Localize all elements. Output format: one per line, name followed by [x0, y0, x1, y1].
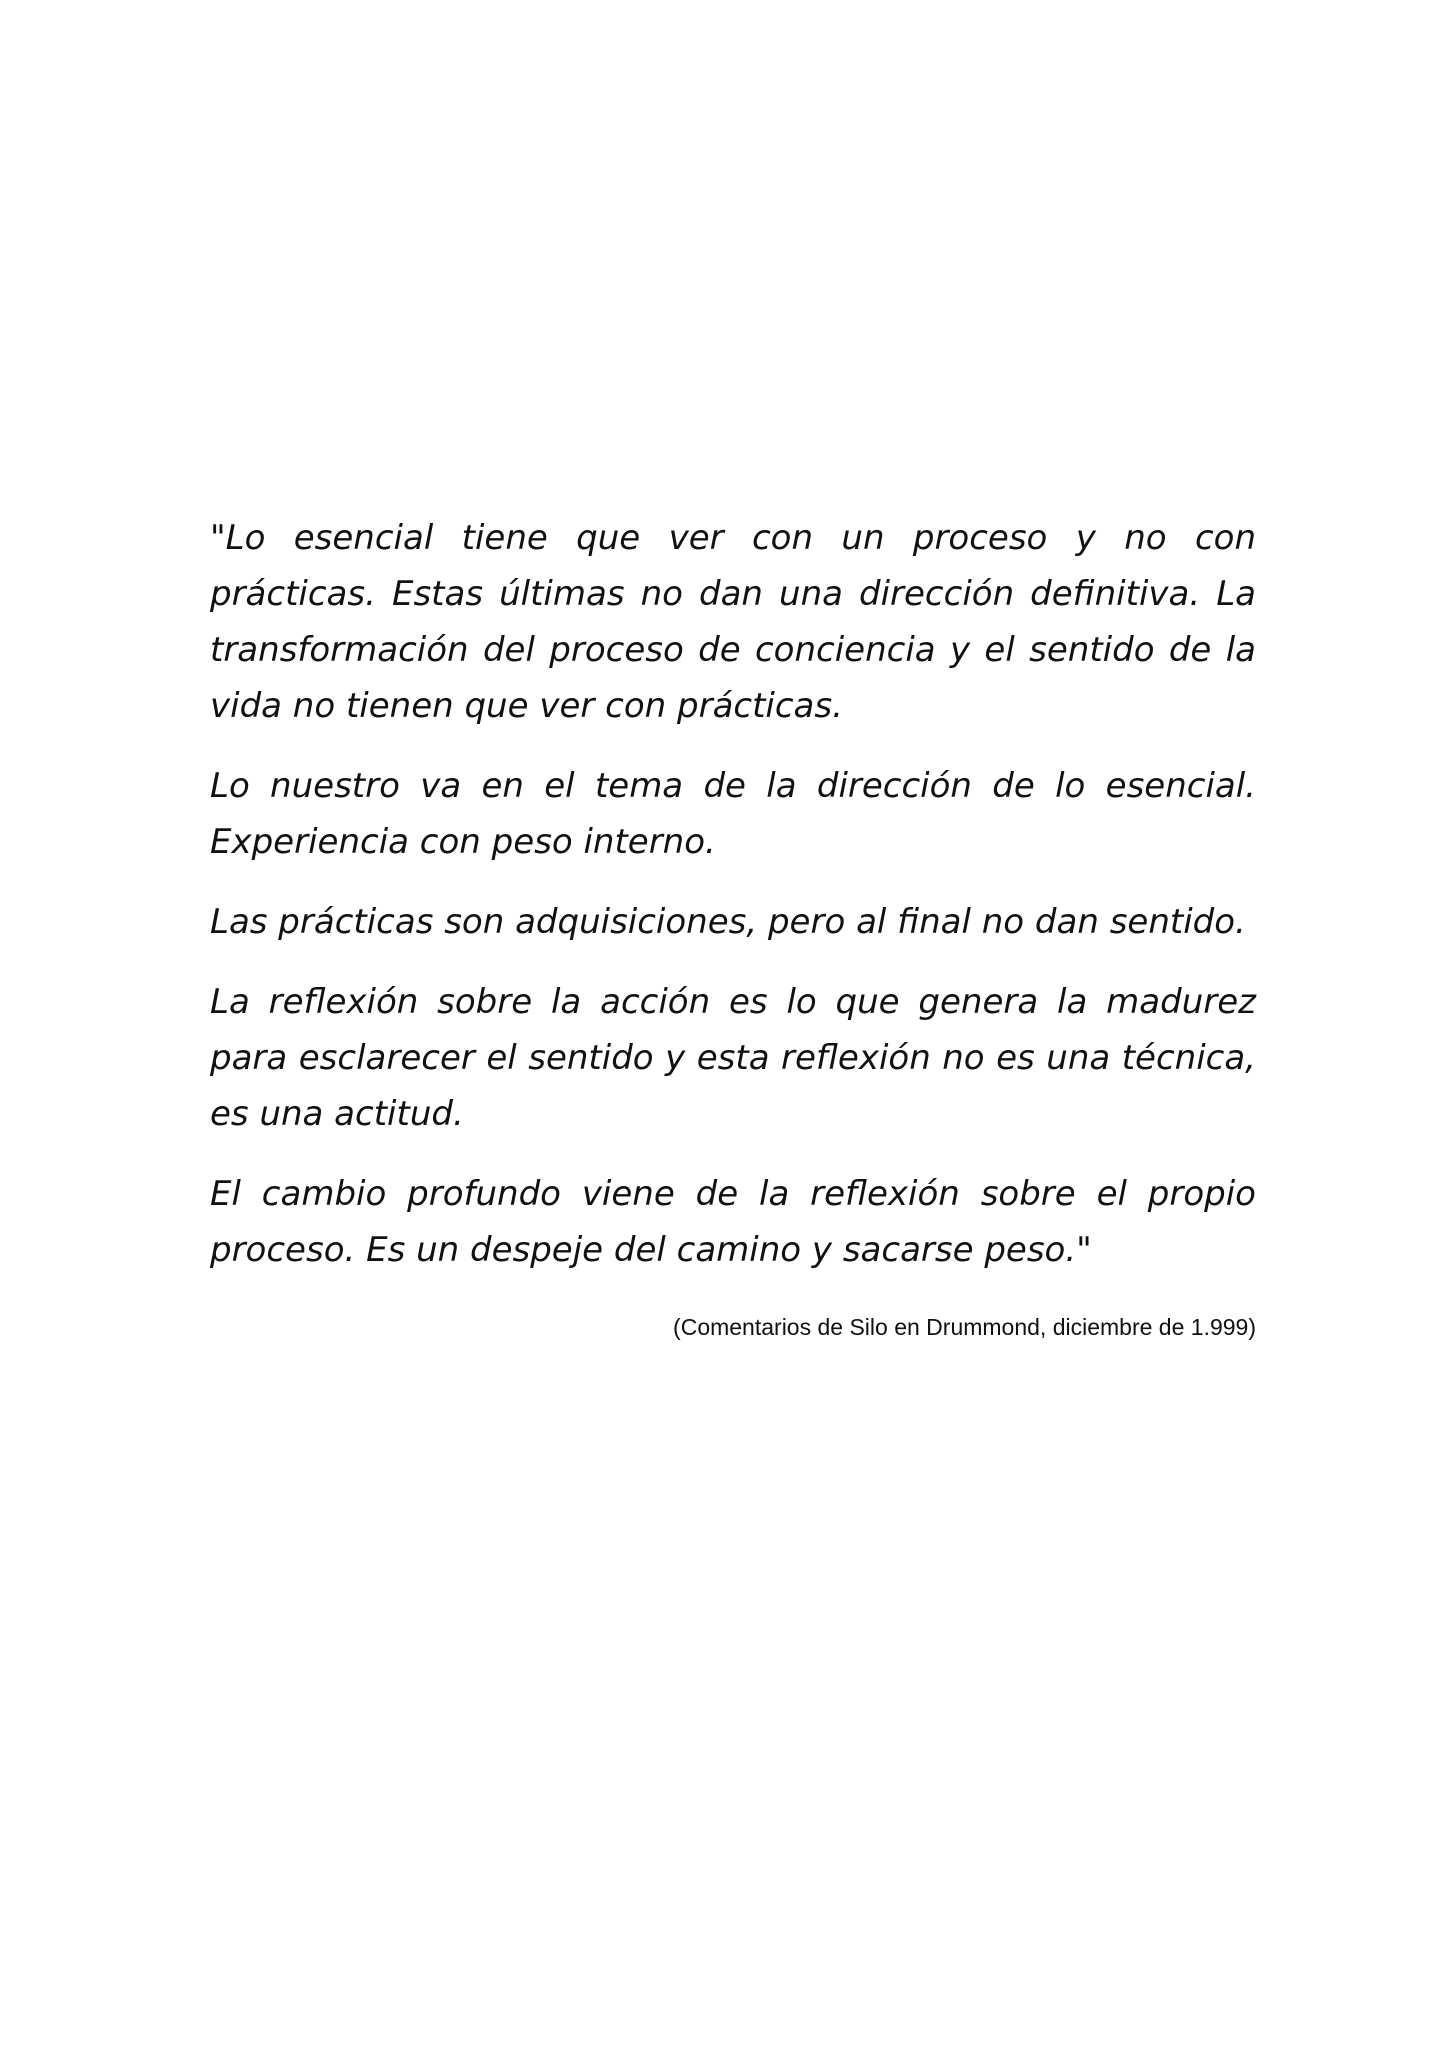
quote-paragraph-1: "Lo esencial tiene que ver con un proceso y no con prácticas. Estas últimas no dan una dirección definitiva. La transformación del proceso de conciencia y el sentido de la vida no tienen que ver con prácticas. — [210, 518, 1256, 726]
quote-paragraph-5: El cambio profundo viene de la reflexión sobre el propio proceso. Es un despeje del camino y sacarse peso." — [210, 1174, 1256, 1270]
attribution: (Comentarios de Silo en Drummond, diciembre de 1.999) — [673, 1314, 1256, 1340]
quote-paragraph-4: La reflexión sobre la acción es lo que genera la madurez para esclarecer el sentido y esta reflexión no es una técnica, es una actitud. — [210, 982, 1256, 1134]
quote-block — [210, 510, 1256, 1302]
quote-paragraph-3: Las prácticas son adquisiciones, pero al final no dan sentido. — [210, 902, 1246, 942]
quote-paragraph-2: Lo nuestro va en el tema de la dirección de lo esencial. Experiencia con peso interno. — [210, 766, 1256, 862]
